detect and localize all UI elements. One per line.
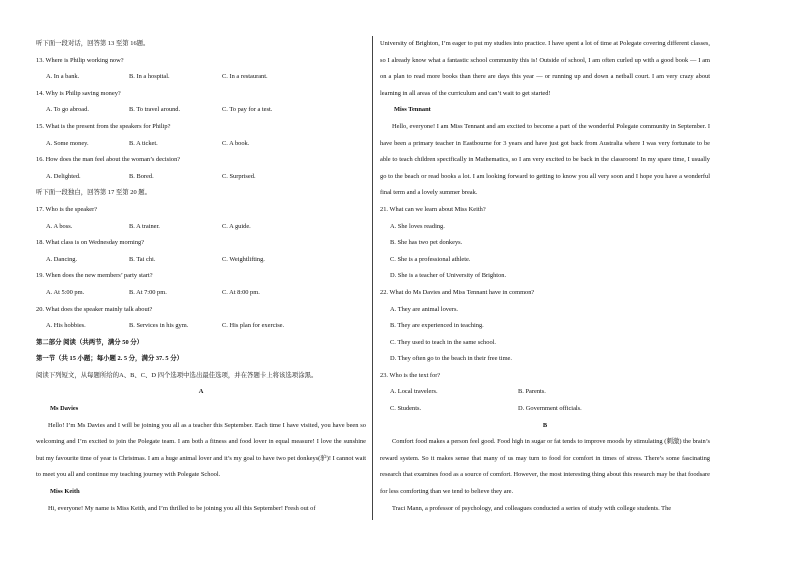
option-a: A. They are animal lovers.: [390, 305, 459, 313]
option-b: B. A trainer.: [129, 222, 160, 230]
teacher-name: Ms Davies: [50, 405, 79, 413]
part-title: 第二部分 阅读（共两节，满分 50 分）: [36, 338, 144, 346]
section-title: 第一节（共 15 小题；每小题 2. 5 分，满分 37. 5 分）: [36, 355, 183, 363]
option-c: C. In a restaurant.: [222, 73, 268, 81]
section-intro: 听下面一段对话，回答第 13 至第 16题。: [36, 40, 150, 47]
passage-paragraph: Traci Mann, a professor of psychology, and colleagues conducted a series of study with college students. The: [392, 504, 672, 512]
option-c: C. Weightlifting.: [222, 255, 265, 263]
teacher-name: Miss Tennant: [394, 106, 431, 114]
options-13: [36, 69, 366, 86]
option-a: A. Some money.: [46, 139, 89, 147]
passage-paragraph: Hello! I’m Ms Davies and I will be joining you all as a teacher this September. Each time I have visited, you have been so welcoming and I’m excited to join the Polegate team. I am both a fitness and food lover in equal measure! I love the sunshine but my favourite time of year is Christmas. I am a huge animal lover and it’s my goal to have two pet donkeys(驴)! I cannot wait to meet you all and continue my teaching journey with Polegate School.: [36, 421, 366, 479]
options-18: [36, 252, 366, 269]
option-c: C. At 8:00 pm.: [222, 288, 260, 296]
option-c: C. They used to teach in the same school.: [390, 338, 497, 346]
passage-paragraph: Hi, everyone! My name is Miss Keith, and I’m thrilled to be joining you all this September! Fresh out of: [48, 504, 316, 512]
passage-label: A: [198, 388, 204, 396]
option-a: A. At 5:00 pm.: [46, 288, 85, 296]
option-c: C. Surprised.: [222, 172, 256, 180]
question-23: 23. Who is the text for?: [380, 371, 441, 379]
option-b: B. To travel around.: [129, 106, 181, 114]
option-b: B. Bored.: [129, 172, 154, 180]
question-22: 22. What do Ms Davies and Miss Tennant have in common?: [380, 288, 535, 296]
option-b: B. A ticket.: [129, 139, 158, 147]
options-17: [36, 219, 366, 236]
passage-paragraph: Hello, everyone! I am Miss Tennant and am excited to become a part of the wonderful Polegate community in September. I have been a primary teacher in Eastbourne for 3 years and have just got back from Australia where I was very fortunate to be able to teach children specifically in Mathematics, so I am very excited to be back in the classroom! In my spare time, I usually go to the beach or read books a lot. I am looking forward to getting to know you all very soon and I hope you have a wonderful final term and a lovely summer break.: [380, 122, 710, 197]
option-d: D. She is a teacher of University of Brighton.: [390, 272, 507, 280]
question-14: 14. Why is Philip saving money?: [36, 89, 121, 97]
option-a: A. Delighted.: [46, 172, 81, 180]
question-16: 16. How does the man feel about the woman’s decision?: [36, 156, 181, 164]
option-a: A. To go abroad.: [46, 106, 89, 114]
options-14: [36, 102, 366, 119]
question-17: 17. Who is the speaker?: [36, 205, 98, 213]
question-13: 13. Where is Philip working now?: [36, 56, 124, 64]
option-b: B. Tai chi.: [129, 255, 156, 263]
left-column: [36, 36, 366, 517]
option-b: B. At 7:00 pm.: [129, 288, 167, 296]
options-23-cd: [380, 401, 710, 418]
question-15: 15. What is the present from the speakers for Philip?: [36, 122, 171, 130]
option-a: A. She loves reading.: [390, 222, 445, 230]
options-23-ab: [380, 384, 710, 401]
option-a: A. In a bank.: [46, 73, 80, 81]
option-a: A. His hobbies.: [46, 322, 86, 330]
passage-paragraph: Comfort food makes a person feel good. Food high in sugar or fat tends to improve moods by stimulating (刺激) the brain’s reward system. So it makes sense that many of us may turn to food for comfort in times of stress. There’s some fascinating research that examines food as a source of comfort. However, the most interesting thing about this research may be that foodsare for less comforting than we tend to believe they are.: [380, 438, 710, 496]
option-b: B. They are experienced in teaching.: [390, 322, 484, 330]
column-divider: [372, 36, 373, 520]
options-20: [36, 318, 366, 335]
option-b: B. In a hospital.: [129, 73, 170, 81]
teacher-name: Miss Keith: [50, 488, 80, 496]
option-c: C. She is a professional athlete.: [390, 255, 471, 263]
option-c: C. Students.: [390, 405, 422, 413]
instructions: 阅读下列短文，从每题所给的A、B、C、D 四个选项中选出最佳选项，并在答题卡上将该选项涂黑。: [36, 371, 318, 379]
option-c: C. A guide.: [222, 222, 251, 230]
section-intro: 听下面一段独白，回答第 17 至第 20 题。: [36, 189, 152, 197]
option-c: C. A book.: [222, 139, 250, 147]
option-b: B. Parents.: [518, 388, 546, 396]
option-c: C. To pay for a test.: [222, 106, 273, 114]
question-19: 19. When does the new members’ party start?: [36, 272, 153, 280]
option-b: B. Services in his gym.: [129, 322, 189, 330]
right-column: [380, 36, 710, 517]
option-a: A. A boss.: [46, 222, 73, 230]
passage-paragraph: University of Brighton, I’m eager to put my studies into practice. I have spent a lot of time at Polegate covering different classes, so I already know what a fantastic school community this is! Outside of school, I am often curled up with a good book — I am on a plan to read more books than there are days this year — or running up and down a netball court. I am very crazy about learning in all areas of the curriculum and can’t wait to get started!: [380, 40, 710, 97]
option-d: D. Government officials.: [518, 405, 582, 413]
question-18: 18. What class is on Wednesday morning?: [36, 239, 145, 247]
options-15: [36, 136, 366, 153]
options-19: [36, 285, 366, 302]
option-b: B. She has two pet donkeys.: [390, 239, 463, 247]
question-21: 21. What can we learn about Miss Keith?: [380, 205, 486, 213]
passage-label: B: [542, 421, 548, 429]
option-a: A. Dancing.: [46, 255, 78, 263]
question-20: 20. What does the speaker mainly talk about?: [36, 305, 153, 313]
options-16: [36, 169, 366, 186]
option-c: C. His plan for exercise.: [222, 322, 285, 330]
option-a: A. Local travelers.: [390, 388, 438, 396]
option-d: D. They often go to the beach in their free time.: [390, 355, 512, 363]
